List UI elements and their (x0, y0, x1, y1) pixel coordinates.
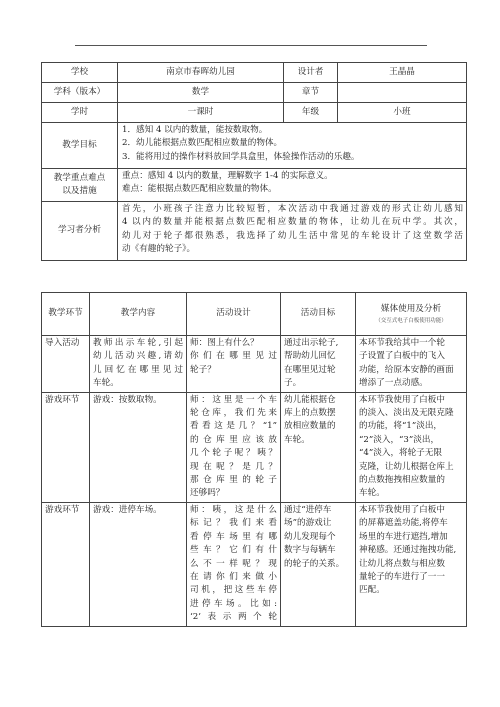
design-line: 司机，把这些车停 (190, 585, 277, 596)
process-row-game-1 (42, 392, 467, 502)
goal-line: 幼儿发现每个 (284, 531, 336, 542)
design-line: 的仓库里应该放 (190, 434, 277, 445)
goal-item: 3．能将用过的操作材料放回学具盒里，体验操作活动的乐趣。 (122, 151, 360, 162)
subject-label: 学科（版本） (42, 83, 118, 103)
goal-item: 1．感知 4 以内的数量，能按数取物。 (122, 125, 268, 135)
media-line: 量轮子的车进行了一一 (359, 571, 445, 582)
process-row-intro (42, 336, 467, 393)
media-line: “2”淡入，“3”淡出， (359, 434, 440, 445)
row-goal (281, 336, 356, 393)
content-line: 车轮。 (93, 378, 119, 389)
learner-line: 4 以内的数量并能根据点数匹配相应数量的物体，让幼儿在玩中学。其次， (122, 217, 463, 228)
subject-value: 数学 (118, 83, 284, 103)
designer-label: 设计者 (284, 63, 338, 83)
school-label: 学校 (42, 63, 118, 83)
design-line: 看看这是几？“1” (190, 421, 277, 432)
header-design: 活动设计 (187, 293, 281, 336)
goal-line: 帮助幼儿回忆 (284, 351, 336, 362)
media-line: 的点数拖拽相应数量的 (359, 475, 445, 486)
teaching-process-table (41, 292, 467, 627)
media-line: 本环节我给其中一个轮 (359, 338, 445, 348)
row-design (187, 336, 281, 393)
content-line: 游戏：按数取物。 (93, 394, 162, 405)
design-line: 那仓库里的轮子 (190, 475, 277, 486)
design-line: 标记？我们来看 (190, 518, 277, 529)
row-content (90, 502, 187, 626)
design-line: ‘2’表示两个轮 (190, 612, 277, 623)
content-line: 教师出示车轮,引起 (93, 338, 183, 348)
design-line: 师：图上有什么？ (190, 338, 259, 348)
media-line: 子设置了白板中的飞入 (359, 351, 445, 362)
info-row-keypoints (42, 169, 467, 202)
chapter-label: 章节 (284, 83, 338, 103)
learner-line: 首先，小班孩子注意力比较短暂，本次活动中我通过游戏的形式让幼儿感知 (122, 204, 463, 214)
design-line: 些车？它们有什 (190, 545, 277, 556)
design-line: 现在呢？是几？ (190, 461, 277, 472)
media-line: 的屏幕遮盖功能,将停车 (359, 518, 448, 529)
media-line: 的淡入、淡出及无限克隆 (359, 408, 454, 419)
chapter-value (338, 83, 467, 103)
goal-line: 数字与每辆车 (284, 545, 336, 556)
content-line: 游戏：进停车场。 (93, 504, 162, 515)
goal-line: 幼儿能根据仓 (284, 394, 336, 405)
goal-line: 在哪里见过轮 (284, 364, 336, 375)
media-line: 的功能，将“1”淡出， (359, 421, 443, 432)
media-line: 让幼儿将点数与相应数 (359, 558, 445, 569)
keypoint-item: 重点：感知 4 以内的数量，理解数字 1-4 的实际意义。 (122, 171, 333, 181)
header-content: 教学内容 (90, 293, 187, 336)
design-line: 你们在哪里见过 (190, 351, 277, 362)
goal-line: 通过“进停车 (284, 504, 332, 515)
header-rule (75, 45, 427, 46)
content-line: 幼儿活动兴趣,请幼 (93, 351, 183, 362)
goal-line: 库上的点数摆 (284, 408, 336, 419)
learner-analysis (118, 202, 467, 261)
design-line: 还够吗？ (190, 488, 225, 499)
keypoints-label (42, 169, 118, 202)
header-stage: 教学环节 (42, 293, 90, 336)
design-line: 几个轮子呢？咦？ (190, 448, 277, 459)
info-row-goals (42, 123, 467, 169)
design-line: 师：这里是一个车 (190, 394, 277, 405)
row-stage: 游戏环节 (42, 392, 90, 502)
hours-value: 一课时 (118, 103, 284, 123)
header-media-title: 媒体使用及分析 (380, 304, 442, 315)
goal-item: 2．幼儿能根据点数匹配相应数量的物体。 (122, 138, 283, 149)
row-design (187, 502, 281, 626)
design-line: 进停车场。比如: (190, 598, 277, 609)
learner-line: 幼儿对于轮子都很熟悉，我选择了幼儿生活中常见的车轮设计了这堂数学活 (122, 230, 463, 241)
row-goal (281, 392, 356, 502)
media-line: 增添了一点动感。 (359, 378, 428, 389)
designer-value: 王晶晶 (338, 63, 467, 83)
media-line: 本环节我使用了白板中 (359, 504, 445, 515)
goal-line: 车轮。 (284, 434, 310, 445)
row-media (356, 502, 467, 626)
hours-label: 学时 (42, 103, 118, 123)
media-line: 车轮。 (359, 488, 385, 499)
keypoints-list (118, 169, 467, 202)
header-media (356, 293, 467, 336)
goal-line: 放相应数量的 (284, 421, 336, 432)
design-line: 轮子？ (190, 364, 216, 375)
goal-line: 通过出示轮子, (284, 338, 339, 348)
learner-label: 学习者分析 (42, 202, 118, 261)
goal-line: 子。 (284, 378, 302, 389)
process-row-game-2 (42, 502, 467, 626)
design-line: 看停车场里有哪 (190, 531, 277, 542)
design-line: 在请你们来做小 (190, 571, 277, 582)
media-line: “4”淡入，将轮子无限 (359, 448, 443, 459)
goals-list (118, 123, 467, 169)
process-header-row (42, 293, 467, 336)
row-design (187, 392, 281, 502)
row-goal (281, 502, 356, 626)
info-row-school (42, 63, 467, 83)
lesson-info-table (41, 62, 467, 261)
row-content (90, 392, 187, 502)
grade-label: 年级 (284, 103, 338, 123)
row-media (356, 336, 467, 393)
goals-label: 教学目标 (42, 123, 118, 169)
row-media (356, 392, 467, 502)
goal-line: 的轮子的关系。 (284, 558, 345, 569)
media-line: 匹配。 (359, 585, 385, 596)
keypoints-label-line: 教学重点难点 (53, 172, 106, 183)
header-goal: 活动目标 (281, 293, 356, 336)
grade-value: 小班 (338, 103, 467, 123)
info-row-hours (42, 103, 467, 123)
header-media-note: （交互式电子白板使用功能） (375, 317, 447, 324)
row-content (90, 336, 187, 393)
media-line: 克隆，让幼儿根据仓库上 (359, 461, 454, 472)
row-stage: 导入活动 (42, 336, 90, 393)
row-stage: 游戏环节 (42, 502, 90, 626)
learner-line: 动《有趣的轮子》。 (122, 244, 196, 255)
media-line: 功能，给原本安静的画面 (359, 364, 454, 375)
design-line: 轮仓库，我们先来 (190, 408, 277, 419)
media-line: 本环节我使用了白板中 (359, 394, 445, 405)
keypoint-item: 难点：能根据点数匹配相应数量的物体。 (122, 184, 277, 195)
info-row-learner (42, 202, 467, 261)
media-line: 场里的车进行遮挡,增加 (359, 531, 448, 542)
info-row-subject (42, 83, 467, 103)
content-line: 儿回忆在哪里见过 (93, 364, 183, 375)
goal-line: 场”的游戏让 (284, 518, 332, 529)
design-line: 师：咦，这是什么 (190, 504, 277, 515)
media-line: 神秘感。还通过拖拽功能, (359, 545, 457, 556)
keypoints-label-line: 以及措施 (62, 186, 97, 196)
school-value: 南京市春晖幼儿园 (118, 63, 284, 83)
design-line: 么不一样呢？现 (190, 558, 277, 569)
